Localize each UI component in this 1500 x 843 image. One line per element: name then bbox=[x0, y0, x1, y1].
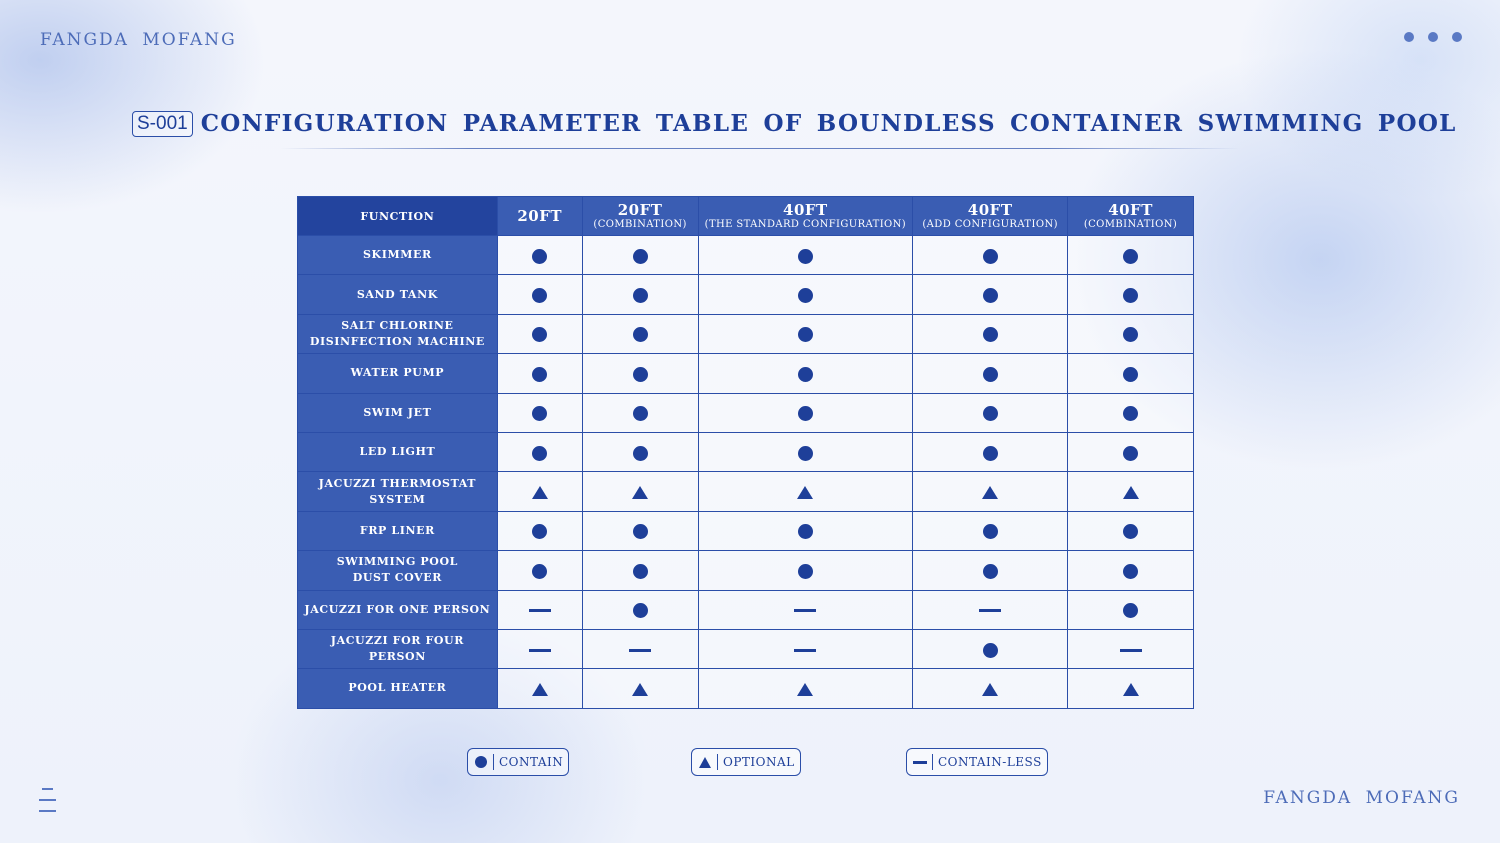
filled-triangle-icon bbox=[632, 683, 648, 696]
filled-circle-icon bbox=[633, 564, 648, 579]
value-cell bbox=[582, 511, 698, 550]
column-header: 40FT (ADD CONFIGURATION) bbox=[913, 197, 1068, 236]
function-label: SAND TANK bbox=[356, 287, 438, 301]
value-cell bbox=[582, 432, 698, 471]
filled-triangle-icon bbox=[632, 486, 648, 499]
value-cell bbox=[497, 432, 582, 471]
dash-icon bbox=[529, 649, 551, 652]
value-cell bbox=[698, 393, 913, 432]
value-cell bbox=[698, 354, 913, 393]
filled-circle-icon bbox=[983, 406, 998, 421]
brand-logo-text: FANGDA MOFANG bbox=[40, 30, 237, 50]
filled-triangle-icon bbox=[797, 683, 813, 696]
function-cell bbox=[298, 669, 498, 708]
filled-circle-icon bbox=[798, 406, 813, 421]
value-cell bbox=[582, 472, 698, 511]
table-row bbox=[298, 354, 1194, 393]
filled-circle-icon bbox=[798, 327, 813, 342]
value-cell bbox=[1068, 314, 1194, 353]
filled-circle-icon bbox=[983, 446, 998, 461]
filled-circle-icon bbox=[798, 249, 813, 264]
value-cell bbox=[497, 590, 582, 629]
filled-triangle-icon bbox=[797, 486, 813, 499]
value-cell bbox=[698, 629, 913, 668]
configuration-table bbox=[297, 196, 1194, 709]
value-cell bbox=[698, 669, 913, 708]
value-cell bbox=[1068, 236, 1194, 275]
menu-icon[interactable] bbox=[39, 788, 56, 812]
filled-circle-icon bbox=[983, 367, 998, 382]
value-cell bbox=[497, 275, 582, 314]
value-cell bbox=[698, 314, 913, 353]
filled-circle-icon bbox=[1123, 406, 1138, 421]
function-cell bbox=[298, 354, 498, 393]
value-cell bbox=[582, 393, 698, 432]
filled-circle-icon bbox=[1123, 367, 1138, 382]
filled-circle-icon bbox=[1123, 446, 1138, 461]
value-cell bbox=[497, 236, 582, 275]
value-cell bbox=[913, 432, 1068, 471]
filled-triangle-icon bbox=[532, 486, 548, 499]
dash-icon bbox=[979, 609, 1001, 612]
function-label: SWIM JET bbox=[363, 405, 432, 419]
table-row bbox=[298, 629, 1194, 668]
function-label: DISINFECTION MACHINE bbox=[309, 334, 485, 348]
function-cell bbox=[298, 432, 498, 471]
dash-icon bbox=[629, 649, 651, 652]
dash-icon bbox=[529, 609, 551, 612]
filled-circle-icon bbox=[1123, 327, 1138, 342]
filled-circle-icon bbox=[475, 756, 487, 768]
function-cell bbox=[298, 629, 498, 668]
value-cell bbox=[497, 629, 582, 668]
value-cell bbox=[1068, 551, 1194, 590]
function-cell bbox=[298, 511, 498, 550]
function-cell bbox=[298, 590, 498, 629]
value-cell bbox=[1068, 472, 1194, 511]
function-label: FRP LINER bbox=[359, 523, 435, 537]
dash-icon bbox=[1120, 649, 1142, 652]
filled-circle-icon bbox=[633, 327, 648, 342]
value-cell bbox=[582, 314, 698, 353]
value-cell bbox=[1068, 669, 1194, 708]
filled-circle-icon bbox=[983, 564, 998, 579]
function-cell bbox=[298, 236, 498, 275]
function-label: SYSTEM bbox=[369, 492, 426, 506]
function-label: LED LIGHT bbox=[359, 445, 436, 459]
function-label: JACUZZI FOR FOUR PERSON bbox=[330, 634, 464, 664]
dash-icon bbox=[794, 609, 816, 612]
column-header: 20FT (COMBINATION) bbox=[582, 197, 698, 236]
value-cell bbox=[913, 511, 1068, 550]
value-cell bbox=[698, 432, 913, 471]
filled-circle-icon bbox=[1123, 288, 1138, 303]
filled-circle-icon bbox=[532, 367, 547, 382]
legend-label: CONTAIN bbox=[499, 755, 564, 769]
value-cell bbox=[1068, 590, 1194, 629]
filled-triangle-icon bbox=[1123, 486, 1139, 499]
table-header-row bbox=[298, 197, 1194, 236]
table-row bbox=[298, 236, 1194, 275]
page-title-row bbox=[132, 110, 1457, 137]
value-cell bbox=[913, 236, 1068, 275]
filled-circle-icon bbox=[798, 446, 813, 461]
dot-icon bbox=[1404, 32, 1414, 42]
value-cell bbox=[1068, 393, 1194, 432]
value-cell bbox=[913, 275, 1068, 314]
dash-icon bbox=[794, 649, 816, 652]
table-row bbox=[298, 314, 1194, 353]
function-label: JACUZZI FOR ONE PERSON bbox=[304, 602, 491, 616]
filled-circle-icon bbox=[633, 367, 648, 382]
column-header: 20FT bbox=[497, 197, 582, 236]
value-cell bbox=[582, 669, 698, 708]
filled-circle-icon bbox=[633, 288, 648, 303]
legend-contain-less bbox=[906, 748, 1048, 776]
column-header: 40FT (COMBINATION) bbox=[1068, 197, 1194, 236]
table-row bbox=[298, 590, 1194, 629]
value-cell bbox=[1068, 511, 1194, 550]
dot-icon bbox=[1452, 32, 1462, 42]
page-title: CONFIGURATION PARAMETER TABLE OF BOUNDLESS CONTAINER SWIMMING POOL bbox=[200, 110, 1457, 137]
function-cell bbox=[298, 551, 498, 590]
table-row bbox=[298, 669, 1194, 708]
function-label: SKIMMER bbox=[363, 248, 432, 262]
filled-circle-icon bbox=[798, 564, 813, 579]
value-cell bbox=[582, 275, 698, 314]
value-cell bbox=[913, 314, 1068, 353]
value-cell bbox=[913, 629, 1068, 668]
table-row bbox=[298, 275, 1194, 314]
filled-circle-icon bbox=[532, 564, 547, 579]
filled-circle-icon bbox=[633, 249, 648, 264]
value-cell bbox=[497, 314, 582, 353]
value-cell bbox=[698, 236, 913, 275]
filled-circle-icon bbox=[633, 524, 648, 539]
value-cell bbox=[582, 354, 698, 393]
filled-circle-icon bbox=[532, 524, 547, 539]
legend-contain bbox=[467, 748, 569, 776]
value-cell bbox=[1068, 354, 1194, 393]
title-divider bbox=[280, 148, 1240, 149]
function-cell bbox=[298, 472, 498, 511]
filled-circle-icon bbox=[633, 406, 648, 421]
filled-triangle-icon bbox=[982, 486, 998, 499]
dash-icon bbox=[913, 761, 927, 764]
value-cell bbox=[497, 393, 582, 432]
filled-triangle-icon bbox=[699, 757, 711, 768]
table-row bbox=[298, 511, 1194, 550]
filled-circle-icon bbox=[798, 367, 813, 382]
value-cell bbox=[582, 236, 698, 275]
function-cell bbox=[298, 314, 498, 353]
filled-circle-icon bbox=[983, 288, 998, 303]
table-row bbox=[298, 472, 1194, 511]
value-cell bbox=[497, 551, 582, 590]
table-row bbox=[298, 393, 1194, 432]
filled-triangle-icon bbox=[532, 683, 548, 696]
value-cell bbox=[1068, 432, 1194, 471]
table-row bbox=[298, 551, 1194, 590]
value-cell bbox=[913, 590, 1068, 629]
filled-circle-icon bbox=[1123, 249, 1138, 264]
filled-circle-icon bbox=[633, 446, 648, 461]
code-badge: S-001 bbox=[132, 111, 193, 137]
filled-circle-icon bbox=[798, 288, 813, 303]
function-label: SALT CHLORINE bbox=[341, 318, 454, 332]
filled-circle-icon bbox=[532, 249, 547, 264]
value-cell bbox=[913, 551, 1068, 590]
function-column-header: FUNCTION bbox=[298, 197, 498, 236]
value-cell bbox=[582, 629, 698, 668]
filled-triangle-icon bbox=[982, 683, 998, 696]
column-header: 40FT (THE STANDARD CONFIGURATION) bbox=[698, 197, 913, 236]
value-cell bbox=[1068, 275, 1194, 314]
value-cell bbox=[698, 275, 913, 314]
function-cell bbox=[298, 275, 498, 314]
function-label: POOL HEATER bbox=[348, 681, 447, 695]
legend-optional bbox=[691, 748, 801, 776]
filled-circle-icon bbox=[1123, 603, 1138, 618]
brand-footer-text: FANGDA MOFANG bbox=[1263, 788, 1460, 808]
function-cell bbox=[298, 393, 498, 432]
filled-circle-icon bbox=[983, 643, 998, 658]
filled-circle-icon bbox=[798, 524, 813, 539]
value-cell bbox=[913, 472, 1068, 511]
value-cell bbox=[698, 472, 913, 511]
filled-circle-icon bbox=[983, 327, 998, 342]
value-cell bbox=[913, 354, 1068, 393]
filled-circle-icon bbox=[532, 327, 547, 342]
dot-icon bbox=[1428, 32, 1438, 42]
value-cell bbox=[913, 669, 1068, 708]
value-cell bbox=[698, 590, 913, 629]
filled-circle-icon bbox=[1123, 564, 1138, 579]
legend-label: CONTAIN-LESS bbox=[938, 755, 1042, 769]
filled-circle-icon bbox=[532, 406, 547, 421]
filled-triangle-icon bbox=[1123, 683, 1139, 696]
value-cell bbox=[698, 511, 913, 550]
filled-circle-icon bbox=[1123, 524, 1138, 539]
value-cell bbox=[582, 590, 698, 629]
filled-circle-icon bbox=[983, 524, 998, 539]
filled-circle-icon bbox=[532, 288, 547, 303]
value-cell bbox=[698, 551, 913, 590]
value-cell bbox=[1068, 629, 1194, 668]
function-label: SWIMMING POOL bbox=[336, 555, 458, 569]
value-cell bbox=[497, 511, 582, 550]
function-label: WATER PUMP bbox=[350, 366, 445, 380]
legend-label: OPTIONAL bbox=[723, 755, 795, 769]
filled-circle-icon bbox=[532, 446, 547, 461]
function-label: JACUZZI THERMOSTAT bbox=[318, 476, 477, 490]
value-cell bbox=[497, 472, 582, 511]
filled-circle-icon bbox=[983, 249, 998, 264]
value-cell bbox=[913, 393, 1068, 432]
value-cell bbox=[497, 354, 582, 393]
table-row bbox=[298, 432, 1194, 471]
more-dots-icon[interactable] bbox=[1404, 32, 1462, 42]
value-cell bbox=[497, 669, 582, 708]
value-cell bbox=[582, 551, 698, 590]
filled-circle-icon bbox=[633, 603, 648, 618]
function-label: DUST COVER bbox=[352, 571, 443, 585]
